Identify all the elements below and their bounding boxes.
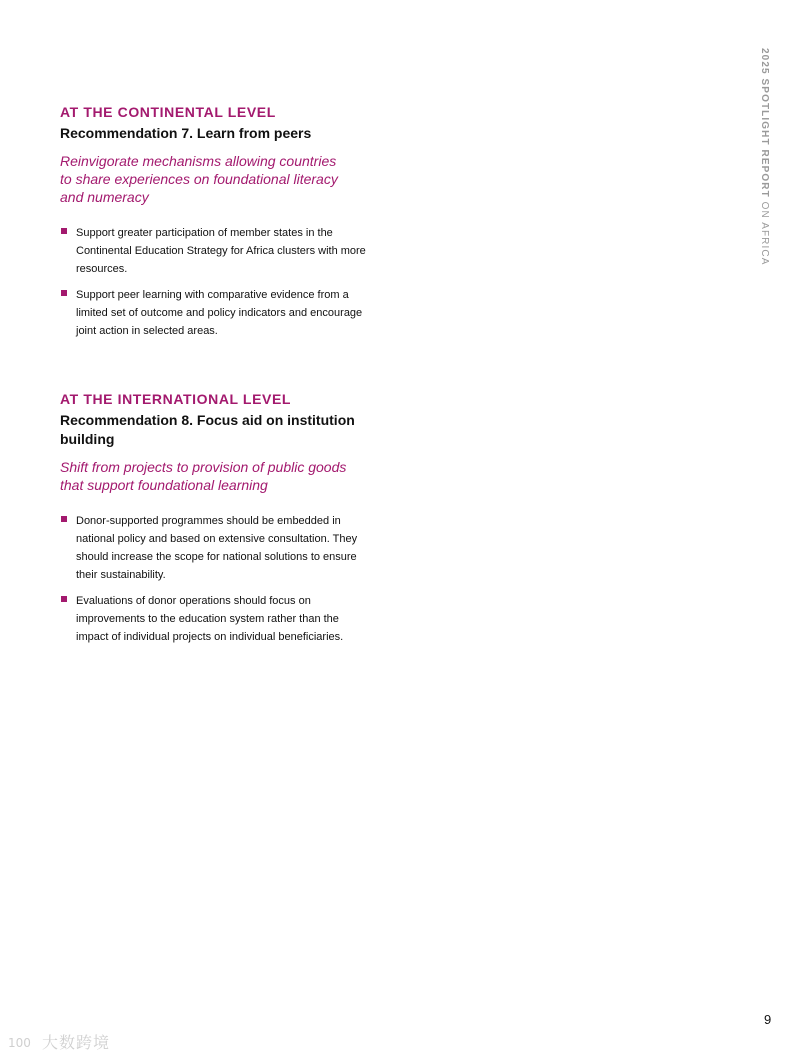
recommendation-8-heading: Recommendation 8. Focus aid on institution building	[60, 412, 355, 447]
recommendation-7-bullet-list	[60, 224, 370, 340]
square-bullet-icon	[61, 290, 67, 296]
page-number: 9	[764, 1012, 772, 1027]
square-bullet-icon	[61, 516, 67, 522]
international-level-heading: AT THE INTERNATIONAL LEVEL	[60, 391, 292, 407]
list-item	[60, 286, 368, 340]
watermark-logo-text: 100	[8, 1035, 31, 1050]
bullet-text: Support peer learning with comparative evidence from a limited set of outcome and policy indicators and encourage joint action in selected areas.	[76, 289, 363, 337]
bullet-text: Support greater participation of member states in the Continental Education Strategy for Africa clusters with more resources.	[76, 227, 366, 275]
square-bullet-icon	[61, 596, 67, 602]
international-section	[60, 389, 370, 654]
continental-level-heading: AT THE CONTINENTAL LEVEL	[60, 104, 276, 120]
square-bullet-icon	[61, 228, 67, 234]
recommendation-8-subtitle: Shift from projects to provision of public goods that support foundational learning	[60, 459, 347, 493]
report-side-title-regular: ON AFRICA	[759, 197, 770, 266]
recommendation-7-heading: Recommendation 7. Learn from peers	[60, 125, 312, 141]
watermark	[8, 1030, 110, 1053]
continental-section	[60, 102, 370, 348]
bullet-text: Evaluations of donor operations should focus on improvements to the education system rather than the impact of individual projects on individual beneficiaries.	[76, 595, 344, 643]
bullet-text: Donor-supported programmes should be embedded in national policy and based on extensive consultation. They should increase the scope for national solutions to ensure their sustainability.	[76, 515, 358, 581]
list-item	[60, 224, 368, 278]
watermark-text: 大数跨境	[42, 1035, 111, 1052]
report-side-title	[753, 48, 775, 266]
recommendation-8-bullet-list	[60, 512, 370, 646]
report-side-title-bold: 2025 SPOTLIGHT REPORT	[759, 48, 770, 198]
recommendation-7-subtitle: Reinvigorate mechanisms allowing countries to share experiences on foundational literacy and numeracy	[60, 153, 338, 205]
watermark-logo-icon	[8, 1032, 38, 1052]
list-item	[60, 512, 368, 584]
list-item	[60, 592, 368, 646]
